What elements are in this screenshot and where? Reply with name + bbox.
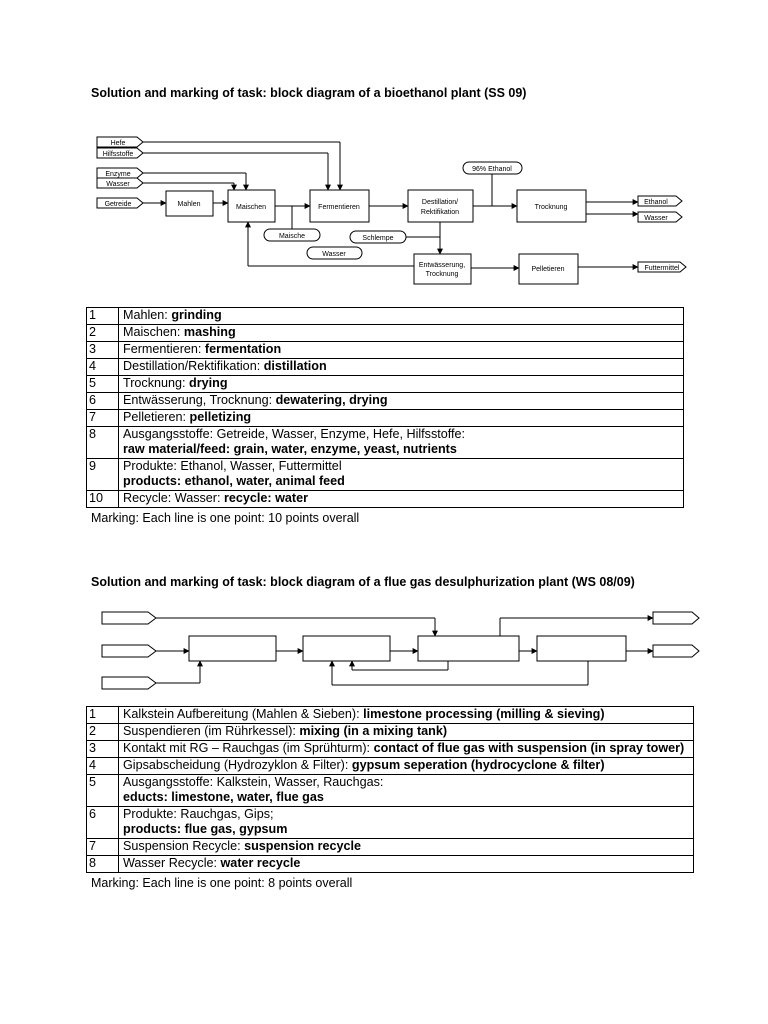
table-row: 2 Maischen: mashing	[87, 325, 684, 342]
stream-maische: Maische	[278, 233, 306, 240]
block-entwaesserung-line1: Entwässerung,	[418, 262, 466, 269]
solution-table-1	[86, 307, 684, 508]
table-row: 6 Entwässerung, Trocknung: dewatering, drying	[87, 393, 684, 410]
output-wasser: Wasser	[644, 215, 668, 222]
solution-table-2	[86, 706, 694, 873]
output-ethanol: Ethanol	[644, 199, 668, 206]
bioethanol-block-diagram	[0, 120, 768, 290]
section1-heading: Solution and marking of task: block diagram of a bioethanol plant (SS 09)	[91, 86, 527, 100]
table-row: 4 Destillation/Rektifikation: distillation	[87, 359, 684, 376]
table-row: 1 Mahlen: grinding	[87, 308, 684, 325]
table-row: 3 Fermentieren: fermentation	[87, 342, 684, 359]
table-row: 10 Recycle: Wasser: recycle: water	[87, 491, 684, 508]
section2-heading: Solution and marking of task: block diagram of a flue gas desulphurization plant (WS 08/09)	[91, 575, 635, 589]
stream-schlempe: Schlempe	[362, 235, 394, 242]
block-maischen: Maischen	[236, 204, 266, 211]
input-enzyme: Enzyme	[105, 171, 131, 178]
table-row: 8 Wasser Recycle: water recycle	[87, 856, 694, 873]
block-pelletieren: Pelletieren	[531, 266, 565, 273]
table-row: 2 Suspendieren (im Rührkessel): mixing (in a mixing tank)	[87, 724, 694, 741]
block-trocknung: Trocknung	[534, 204, 568, 211]
table-row: 1 Kalkstein Aufbereitung (Mahlen & Sieben): limestone processing (milling & sieving)	[87, 707, 694, 724]
block-mahlen: Mahlen	[177, 201, 201, 208]
table-row: 7 Pelletieren: pelletizing	[87, 410, 684, 427]
table-row: 4 Gipsabscheidung (Hydrozyklon & Filter): gypsum seperation (hydrocyclone & filter)	[87, 758, 694, 775]
flue-gas-block-diagram	[0, 605, 768, 695]
block-destillation-line2: Rektifikation	[420, 209, 460, 216]
table-row: 7 Suspension Recycle: suspension recycle	[87, 839, 694, 856]
block-entwaesserung-line2: Trocknung	[425, 271, 459, 278]
block-destillation-line1: Destillation/	[421, 199, 459, 206]
marking-note-2: Marking: Each line is one point: 8 points overall	[91, 876, 353, 890]
marking-note-1: Marking: Each line is one point: 10 points overall	[91, 511, 360, 525]
input-wasser: Wasser	[106, 181, 130, 188]
table-row: 5 Ausgangsstoffe: Kalkstein, Wasser, Rauchgas: educts: limestone, water, flue gas	[87, 775, 694, 807]
input-hefe: Hefe	[110, 140, 126, 147]
table-row: 8 Ausgangsstoffe: Getreide, Wasser, Enzyme, Hefe, Hilfsstoffe: raw material/feed: grain, water, enzyme, yeast, nutrients	[87, 427, 684, 459]
stream-96-ethanol: 96% Ethanol	[472, 166, 512, 173]
table-row: 6 Produkte: Rauchgas, Gips; products: flue gas, gypsum	[87, 807, 694, 839]
input-hilfsstoffe: Hilfsstoffe	[102, 151, 134, 158]
table-row: 5 Trocknung: drying	[87, 376, 684, 393]
block-fermentieren: Fermentieren	[318, 204, 360, 211]
table-row: 9 Produkte: Ethanol, Wasser, Futtermittel products: ethanol, water, animal feed	[87, 459, 684, 491]
stream-wasser-recycle: Wasser	[322, 251, 346, 258]
table-row: 3 Kontakt mit RG – Rauchgas (im Sprühturm): contact of flue gas with suspension (in spray tower)	[87, 741, 694, 758]
output-futtermittel: Futtermittel	[644, 265, 680, 272]
input-getreide: Getreide	[104, 201, 132, 208]
